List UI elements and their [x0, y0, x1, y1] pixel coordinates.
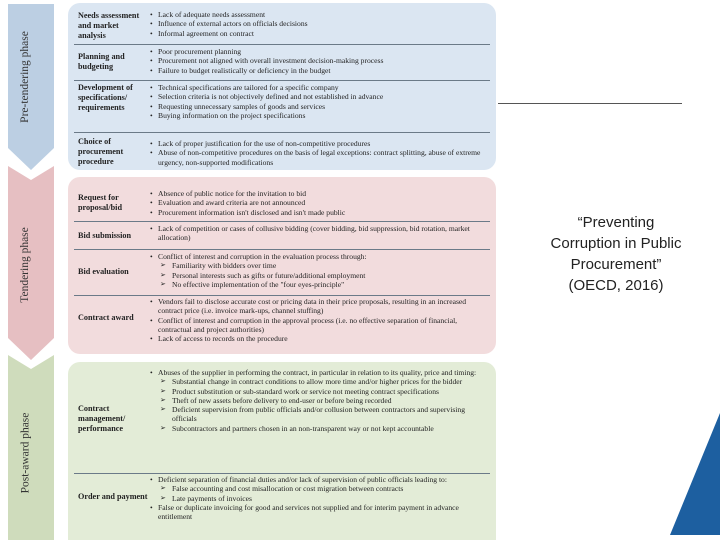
sub-bullet-item: ➢ Deficient supervision from public officials and/or collusion between contractors and supervising officials	[150, 405, 488, 424]
bullet-item: • Lack of proper justification for the use of non-competitive procedures	[150, 139, 488, 148]
bullet-item: • Technical specifications are tailored for a specific company	[150, 83, 488, 92]
row-items	[150, 368, 488, 433]
row-request-for-proposal	[68, 181, 496, 221]
bullet-item: • Lack of competition or cases of collusive bidding (cover bidding, bid suppression, bid rotation, market allocation)	[150, 224, 488, 243]
post-award-phase-label-wrap	[0, 370, 50, 535]
row-label: Planning and budgeting	[78, 52, 125, 71]
bullet-item: • Selection criteria is not objectively defined and not established in advance	[150, 92, 488, 101]
sub-bullet-item: ➢ No effective implementation of the "four eyes-principle"	[150, 280, 488, 289]
bullet-item: • Lack of access to records on the procedure	[150, 334, 488, 343]
row-procurement-procedure	[68, 134, 496, 170]
row-items	[150, 47, 488, 75]
row-planning-budgeting	[68, 46, 496, 80]
bullet-item: • Buying information on the project specifications	[150, 111, 488, 120]
pre-tendering-phase-label-wrap	[0, 2, 50, 152]
row-label: Choice of procurement procedure	[78, 137, 124, 166]
bullet-item: • Absence of public notice for the invitation to bid	[150, 189, 488, 198]
pre-tendering-panel	[68, 3, 496, 170]
bullet-item: • Vendors fail to disclose accurate cost or pricing data in their price proposals, resulting in an increased contract price (i.e. invoice mark-ups, channel stuffing)	[150, 297, 488, 316]
sub-bullet-item: ➢ Product substitution or sub-standard work or service not meeting contract specifications	[150, 387, 488, 396]
sub-bullet-item: ➢ Familiarity with bidders over time	[150, 261, 488, 270]
row-divider	[74, 44, 490, 45]
bullet-item: • Abuse of non-competitive procedures on the basis of legal exceptions: contract splitting, abuse of extreme urgency, non-supported modifications	[150, 148, 488, 167]
row-label: Bid submission	[78, 231, 132, 240]
row-order-payment	[68, 474, 496, 540]
sub-bullet-item: ➢ Personal interests such as gifts or future/additional employment	[150, 271, 488, 280]
row-label: Needs assessment and market analysis	[78, 11, 140, 40]
row-items	[150, 297, 488, 343]
tendering-panel	[68, 177, 496, 354]
row-contract-award	[68, 297, 496, 353]
sub-bullet-item: ➢ Late payments of invoices	[150, 494, 488, 503]
bullet-item: • Failure to budget realistically or deficiency in the budget	[150, 66, 488, 75]
bullet-item: • Poor procurement planning	[150, 47, 488, 56]
bullet-item: • Influence of external actors on officials decisions	[150, 19, 488, 28]
post-award-panel	[68, 362, 496, 540]
row-needs-assessment	[68, 7, 496, 45]
bullet-item: • Requesting unnecessary samples of goods and services	[150, 102, 488, 111]
row-items	[150, 475, 488, 521]
corner-decoration-shape	[670, 413, 720, 535]
bullet-item: • False or duplicate invoicing for good and services not supplied and for interim payment in advance entitlement	[150, 503, 488, 522]
bullet-item: • Conflict of interest and corruption in the approval process (i.e. no effective separation of financial, contractual and project authorities)	[150, 316, 488, 335]
row-label: Contract management/ performance	[78, 404, 126, 433]
source-caption: “Preventing Corruption in Public Procurement” (OECD, 2016)	[550, 214, 682, 294]
bullet-item: • Informal agreement on contract	[150, 29, 488, 38]
tendering-phase-label-wrap	[0, 180, 50, 350]
row-items	[150, 189, 488, 217]
sub-bullet-item: ➢ False accounting and cost misallocation or cost migration between contracts	[150, 484, 488, 493]
row-bid-evaluation	[68, 251, 496, 295]
row-label: Request for proposal/bid	[78, 193, 122, 212]
sub-bullet-item: ➢ Subcontractors and partners chosen in an non-transparent way or not kept accountable	[150, 424, 488, 433]
sub-bullet-item: ➢ Theft of new assets before delivery to end-user or before being recorded	[150, 396, 488, 405]
pre-tendering-phase-label: Pre-tendering phase	[19, 31, 31, 123]
bullet-item: • Abuses of the supplier in performing the contract, in particular in relation to its quality, price and timing:	[150, 368, 488, 377]
row-contract-management	[68, 366, 496, 474]
caption-divider	[498, 103, 682, 104]
bullet-item: • Procurement not aligned with overall investment decision-making process	[150, 56, 488, 65]
row-bid-submission	[68, 223, 496, 249]
row-divider	[74, 132, 490, 133]
sub-bullet-item: ➢ Substantial change in contract conditions to allow more time and/or higher prices for the bidder	[150, 377, 488, 386]
row-items	[150, 139, 488, 167]
bullet-item: • Deficient separation of financial duties and/or lack of supervision of public officials leading to:	[150, 475, 488, 484]
row-label: Order and payment	[78, 492, 148, 501]
row-label: Development of specifications/ requirements	[78, 83, 133, 112]
row-items	[150, 252, 488, 289]
row-divider	[74, 295, 490, 296]
row-divider	[74, 221, 490, 222]
row-items	[150, 224, 488, 243]
bullet-item: • Evaluation and award criteria are not announced	[150, 198, 488, 207]
bullet-item: • Procurement information isn't disclosed and isn't made public	[150, 208, 488, 217]
row-specifications	[68, 82, 496, 130]
bullet-item: • Conflict of interest and corruption in the evaluation process through:	[150, 252, 488, 261]
bullet-item: • Lack of adequate needs assessment	[150, 10, 488, 19]
row-divider	[74, 249, 490, 250]
row-label: Contract award	[78, 313, 134, 322]
row-items	[150, 83, 488, 120]
tendering-phase-label: Tendering phase	[19, 227, 32, 303]
post-award-phase-label: Post-award phase	[19, 412, 31, 493]
row-label: Bid evaluation	[78, 267, 129, 276]
corner-decoration	[670, 413, 720, 540]
row-items	[150, 10, 488, 38]
row-divider	[74, 80, 490, 81]
